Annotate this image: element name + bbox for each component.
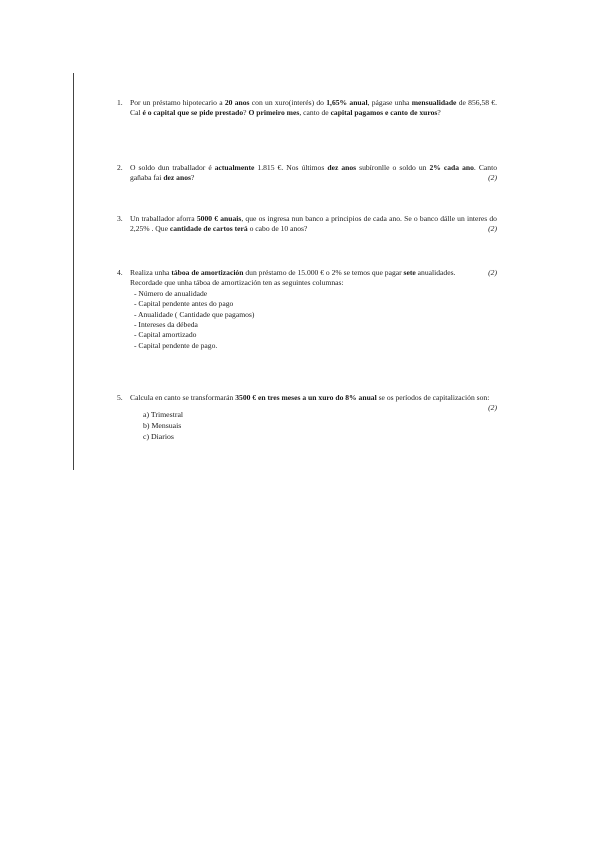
problem-5	[117, 393, 497, 442]
bold-text: dez anos	[163, 173, 191, 183]
bold-text: sete	[403, 268, 416, 277]
column-item: - Capital pendente antes do pago	[134, 299, 234, 309]
text-run: O soldo dun traballador é	[130, 163, 215, 172]
problem-points: (2)	[488, 173, 497, 183]
text-run: o cabo de 10 anos?	[247, 224, 308, 234]
bold-text: 2% cada ano	[429, 163, 474, 172]
text-run: Calcula en canto se transformarán	[130, 393, 236, 402]
text-run: 1.815 €. Nos últimos	[254, 163, 328, 172]
problem-number: 1.	[117, 98, 123, 107]
text-run: Realiza unha	[130, 268, 172, 277]
problem-text	[130, 98, 497, 119]
text-run: subíronlle o soldo un	[356, 163, 430, 172]
problem-text	[130, 163, 497, 182]
column-item: - Anualidade ( Cantidade que pagamos)	[134, 309, 255, 319]
problem-4	[117, 268, 497, 351]
option-item: c) Diarios	[143, 432, 174, 442]
column-item: - Intereses da débeda	[134, 320, 198, 330]
text-run: dun préstamo de 15.000 € o 2% se temos que pagar	[243, 268, 404, 277]
bold-text: mensualidade	[411, 98, 457, 107]
columns-list	[134, 289, 497, 351]
problem-points: (2)	[488, 224, 497, 234]
text-run: , págase unha	[367, 98, 412, 107]
column-item: - Capital amortizado	[134, 330, 197, 340]
problem-number: 2.	[117, 163, 123, 172]
problem-text	[130, 214, 497, 233]
text-run: con un xuro(interés) do	[249, 98, 327, 107]
bold-text: 3500 € en tres meses a un xuro do 8% anual	[235, 393, 377, 402]
text-run: de 856,58 €. Cal	[130, 98, 497, 118]
text-run: ?	[243, 108, 249, 118]
text-run: Por un préstamo hipotecario a	[130, 98, 225, 107]
option-item: b) Mensuais	[143, 421, 182, 431]
problem-number: 4.	[117, 268, 123, 277]
text-run: ?	[437, 108, 441, 118]
problem-1	[117, 98, 497, 119]
bold-text: 20 anos	[224, 98, 250, 107]
problem-points: (2)	[488, 403, 497, 413]
problem-number: 5.	[117, 393, 123, 402]
column-item: - Capital pendente de pago.	[134, 340, 218, 350]
text-run: ?	[190, 173, 195, 183]
column-item: - Número de anualidade	[134, 288, 208, 298]
bold-text: dez anos	[327, 163, 357, 172]
margin-line	[73, 73, 74, 470]
option-item: a) Trimestral	[143, 410, 184, 420]
problem-number: 3.	[117, 214, 123, 223]
text-run: anualidades.	[415, 268, 456, 277]
bold-text: capital pagamos e canto de xuros	[330, 108, 438, 118]
amortization-note-block	[130, 278, 497, 351]
bold-text: 1,65% anual	[326, 98, 368, 107]
text-run: Un traballador aforra	[130, 214, 197, 223]
bold-text: actualmente	[214, 163, 255, 172]
problem-3	[117, 214, 497, 235]
bold-text: O primeiro mes	[248, 108, 300, 118]
bold-text: cantidade de cartos terá	[169, 224, 248, 234]
text-run: se os períodos de capitalización son:	[376, 393, 490, 402]
amortization-note: Recordade que unha táboa de amortización ten as seguintes columnas:	[130, 278, 344, 288]
problem-points: (2)	[488, 268, 497, 277]
text-run: , canto de	[299, 108, 331, 118]
text-run: , que os ingresa nun banco a principios de cada ano. Se o banco dálle un interes do 2,25% . Que	[130, 214, 497, 234]
text-run: . Canto gañaba fai	[130, 163, 497, 183]
options-list	[143, 409, 497, 442]
bold-text: táboa de amortización	[171, 268, 244, 277]
bold-text: 5000 € anuais	[196, 214, 242, 223]
problem-text	[130, 268, 455, 277]
problem-2	[117, 163, 497, 184]
problem-text	[130, 393, 489, 402]
bold-text: é o capital que se pide prestado	[142, 108, 244, 118]
